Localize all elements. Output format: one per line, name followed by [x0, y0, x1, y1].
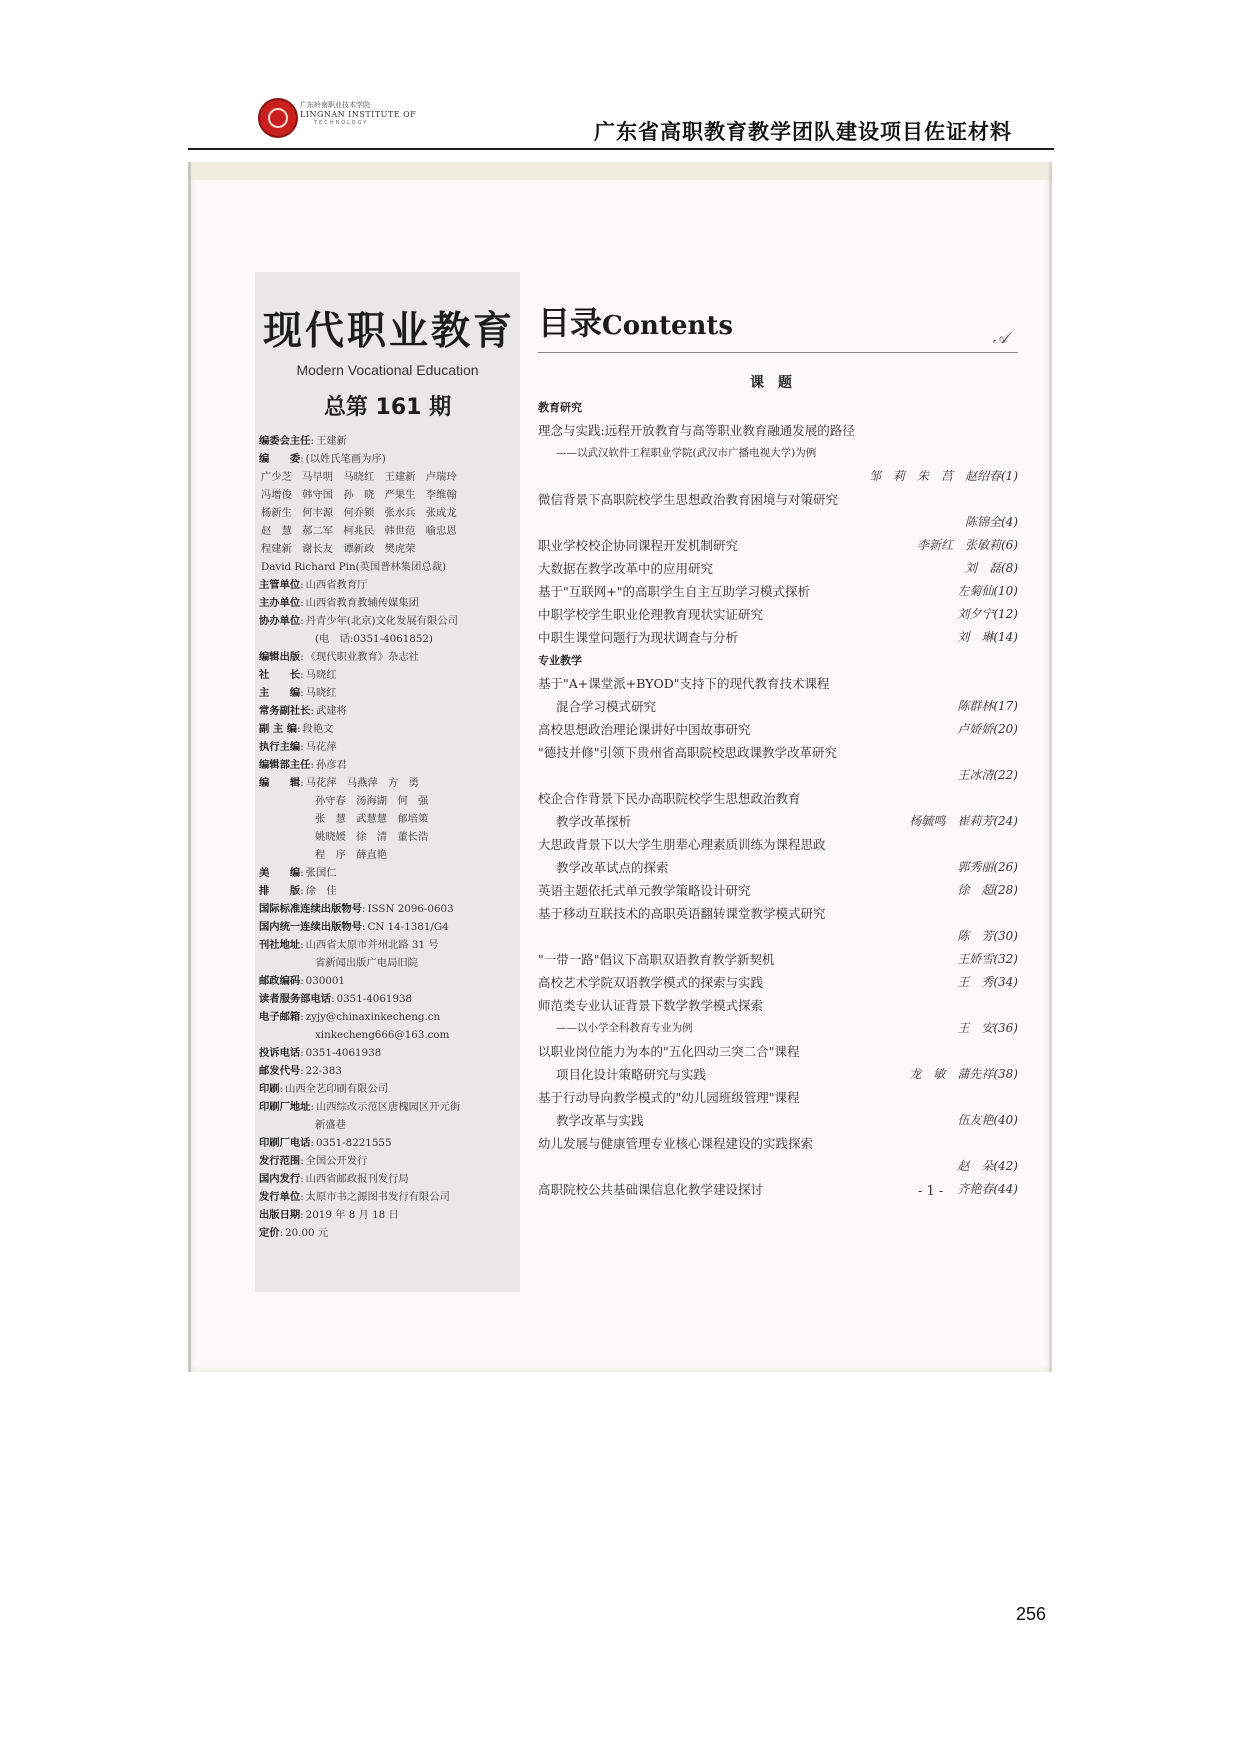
logo-text-en: LINGNAN INSTITUTE OF — [300, 110, 417, 119]
masthead-label: 排 版 — [259, 885, 301, 897]
masthead-colon: : — [300, 1191, 304, 1203]
masthead-label: 编 委 — [259, 453, 301, 465]
toc-entry-title: 理念与实践:远程开放教育与高等职业教育融通发展的路径 — [538, 423, 855, 438]
toc-entry — [538, 925, 1018, 948]
toc-entry — [538, 718, 1018, 741]
masthead-colon: : — [300, 885, 304, 897]
masthead-value: 0351-4061938 — [305, 1047, 382, 1059]
toc-entry-author-page: 王娇雪(32) — [957, 952, 1018, 966]
toc-entry-author-page: 刘 磊(8) — [965, 561, 1018, 575]
masthead-value: 《现代职业教育》杂志社 — [305, 651, 419, 663]
masthead-value: (电 话:0351-4061852) — [315, 633, 433, 645]
toc-entry-title: ——以武汉软件工程职业学院(武汉市广播电视大学)为例 — [556, 447, 817, 459]
toc-entry — [538, 879, 1018, 902]
toc-entry-title: 职业学校校企协同课程开发机制研究 — [538, 538, 739, 553]
toc-entry-author-page: 龙 敏 蒲先祥(38) — [909, 1067, 1018, 1081]
masthead-value: David Richard Pin(英国普林集团总裁) — [261, 561, 447, 573]
masthead-value: 马晓红 — [305, 687, 337, 699]
masthead-colon: : — [300, 867, 304, 879]
toc-entry — [538, 419, 1018, 442]
toc-entry-title: 教学改革试点的探索 — [556, 860, 669, 875]
toc-entry — [538, 1040, 1018, 1063]
toc-entry-title: 基于行动导向教学模式的"幼儿园班级管理"课程 — [538, 1090, 800, 1105]
masthead-value: 山西全艺印刷有限公司 — [285, 1083, 389, 1095]
toc-entry-title: 中职生课堂问题行为现状调查与分析 — [538, 630, 739, 645]
masthead-line — [259, 990, 517, 1008]
masthead-line — [259, 1008, 517, 1026]
masthead-line — [259, 738, 517, 756]
masthead-value: 孙守春 汤海湖 何 强 — [315, 795, 429, 807]
masthead-label: 主管单位 — [259, 579, 301, 591]
scan-left-edge — [188, 162, 191, 1372]
masthead-value: 省新闻出版广电局旧院 — [315, 957, 418, 969]
toc-entry — [538, 787, 1018, 810]
masthead-line — [259, 1206, 517, 1224]
toc-entry — [538, 810, 1018, 833]
masthead-value: 程建新 谢长友 谭新政 樊虎荣 — [261, 543, 416, 555]
toc-entry — [538, 1063, 1018, 1086]
toc-entry-title: 基于移动互联技术的高职英语翻转课堂教学模式研究 — [538, 906, 826, 921]
toc-entry-title: 师范类专业认证背景下数学教学模式探索 — [538, 998, 764, 1013]
masthead-line — [259, 972, 517, 990]
masthead-value: 山西省教育教辅传媒集团 — [305, 597, 419, 609]
toc-entry — [538, 902, 1018, 925]
toc-entry — [538, 1109, 1018, 1132]
logo-text-en2: TECHNOLOGY — [314, 120, 369, 126]
toc-entry-author-page: 陈群林(17) — [957, 699, 1018, 713]
decorative-flourish-icon: 𝒜 — [992, 328, 1008, 347]
institute-logo — [188, 96, 417, 140]
masthead-line — [259, 1152, 517, 1170]
magazine-issue: 总第 161 期 — [323, 395, 452, 420]
masthead-label: 印刷厂电话 — [259, 1137, 311, 1149]
masthead-line — [259, 594, 517, 612]
masthead-value: 22-383 — [305, 1065, 342, 1077]
masthead-label: 协办单位 — [259, 615, 301, 627]
toc-entry-title: 混合学习模式研究 — [556, 699, 657, 714]
masthead-line — [259, 1188, 517, 1206]
masthead-label: 常务副社长 — [259, 705, 311, 717]
masthead-colon: : — [310, 705, 314, 717]
toc-entry-author-page: 李新红 张敏莉(6) — [917, 538, 1018, 552]
masthead-value: 0351-4061938 — [336, 993, 413, 1005]
masthead-value: 张 慧 武慧慧 郁培策 — [315, 813, 429, 825]
masthead-line — [259, 756, 517, 774]
institute-seal-icon — [258, 98, 298, 138]
masthead-label: 国内统一连续出版物号 — [259, 921, 362, 933]
toc-entry-author-page: 郭秀丽(26) — [957, 860, 1018, 874]
toc-entry — [538, 948, 1018, 971]
masthead-colon: : — [300, 615, 304, 627]
toc-entry-author-page: 伍友艳(40) — [957, 1113, 1018, 1127]
masthead-label: 印刷 — [259, 1083, 280, 1095]
toc-entry-title: 幼儿发展与健康管理专业核心课程建设的实践探索 — [538, 1136, 814, 1151]
masthead-value: zyjy@chinaxinkecheng.cn — [305, 1011, 441, 1023]
masthead-label: 出版日期 — [259, 1209, 301, 1221]
toc-entry-author-page: 王冰清(22) — [957, 768, 1018, 782]
masthead-colon: : — [310, 759, 314, 771]
masthead-line — [259, 612, 517, 630]
masthead-label: 读者服务部电话 — [259, 993, 332, 1005]
toc-entry — [538, 534, 1018, 557]
toc-entry — [538, 442, 1018, 465]
scan-top-strip — [190, 162, 1050, 180]
toc-entry-author-page: 杨毓鸣 崔莉芳(24) — [909, 814, 1018, 828]
masthead-colon: : — [310, 1137, 314, 1149]
toc-entry-title: 高校艺术学院双语教学模式的探索与实践 — [538, 975, 764, 990]
masthead-value: 0351-8221555 — [315, 1137, 392, 1149]
toc-entry — [538, 1178, 1018, 1201]
toc-entry-title: 微信背景下高职院校学生思想政治教育困境与对策研究 — [538, 492, 839, 507]
masthead-value: 丹青少年(北京)文化发展有限公司 — [305, 615, 458, 627]
masthead-colon: : — [300, 687, 304, 699]
masthead-line — [259, 918, 517, 936]
masthead-line — [259, 720, 517, 738]
masthead-value: 马花萍 — [305, 741, 337, 753]
toc-entry — [538, 511, 1018, 534]
toc-entry — [538, 603, 1018, 626]
masthead-label: 定价 — [259, 1227, 280, 1239]
masthead-line — [259, 1080, 517, 1098]
toc-entry-author-page: 王 秀(34) — [957, 975, 1018, 989]
toc-entry-title: 以职业岗位能力为本的"五化四动三突二合"课程 — [538, 1044, 800, 1059]
masthead-colon: : — [300, 1047, 304, 1059]
masthead-info — [259, 432, 517, 1242]
masthead-colon: : — [279, 1083, 284, 1095]
magazine-title: 现代职业教育 — [263, 308, 516, 354]
document-header — [188, 96, 1054, 150]
masthead-label: 主办单位 — [259, 597, 301, 609]
masthead-line — [259, 1224, 517, 1242]
masthead-label: 国内发行 — [259, 1173, 301, 1185]
toc-entry — [538, 695, 1018, 718]
toc-entry-title: 大数据在教学改革中的应用研究 — [538, 561, 714, 576]
toc-entry-author-page: 齐艳春(44) — [957, 1182, 1018, 1196]
magazine-title-en: Modern Vocational Education — [296, 362, 479, 378]
toc-entry-author-page: 刘 琳(14) — [957, 630, 1018, 644]
magazine-page-marker: - 1 - — [918, 1184, 944, 1199]
masthead-colon: : — [300, 453, 304, 465]
toc-entry-title: 教育研究 — [538, 401, 582, 414]
masthead-line — [259, 522, 517, 540]
toc-entry-title: ——以小学全科教育专业为例 — [556, 1022, 693, 1034]
masthead-line — [259, 1116, 517, 1134]
masthead-value: 孙彦君 — [315, 759, 347, 771]
toc-entry-title: 英语主题依托式单元教学策略设计研究 — [538, 883, 751, 898]
masthead-value: 王建新 — [315, 435, 347, 447]
toc-entry-title: 高校思想政治理论课讲好中国故事研究 — [538, 722, 751, 737]
toc-entry — [538, 856, 1018, 879]
toc-entry — [538, 1132, 1018, 1155]
masthead-line — [259, 558, 517, 576]
toc-entry-title: 大思政背景下以大学生朋辈心理素质训练为课程思政 — [538, 837, 826, 852]
masthead-line — [259, 504, 517, 522]
masthead-line — [259, 864, 517, 882]
masthead-value: 2019 年 8 月 18 日 — [305, 1209, 399, 1221]
toc-entry — [538, 626, 1018, 649]
masthead-colon: : — [300, 975, 304, 987]
toc-entry — [538, 488, 1018, 511]
masthead-colon: : — [300, 1173, 304, 1185]
toc-entry-author-page: 左菊仙(10) — [957, 584, 1018, 598]
toc-entry-author-page: 陈锦全(4) — [965, 515, 1018, 529]
masthead-line — [259, 450, 517, 468]
toc-entry-author-page: 刘夕宁(12) — [957, 607, 1018, 621]
masthead-line — [259, 486, 517, 504]
toc-section-heading — [538, 396, 1018, 419]
masthead-value: 山西综改示范区唐槐园区开元街 — [315, 1101, 461, 1113]
masthead-label: 编委会主任 — [259, 435, 311, 447]
masthead-value: 赵 慧 郝二军 柯兆民 韩世范 喻忠恩 — [261, 525, 457, 537]
masthead-label: 电子邮箱 — [259, 1011, 301, 1023]
masthead-label: 刊社地址 — [259, 939, 301, 951]
header-title: 广东省高职教育教学团队建设项目佐证材料 — [594, 120, 1012, 144]
toc-entry-author-page: 陈 芳(30) — [957, 929, 1018, 943]
masthead-label: 编 辑 — [259, 777, 301, 789]
toc-entry-author-page: 邹 莉 朱 莒 赵绍春(1) — [869, 469, 1018, 483]
masthead-line — [259, 576, 517, 594]
masthead-value: 全国公开发行 — [305, 1155, 368, 1167]
masthead-value: 马花萍 马燕萍 方 勇 — [305, 777, 419, 789]
masthead-colon: : — [279, 1227, 284, 1239]
masthead-line — [259, 630, 517, 648]
toc-entry-title: 项目化设计策略研究与实践 — [556, 1067, 707, 1082]
masthead-line — [259, 774, 517, 792]
masthead-line — [259, 432, 517, 450]
toc-entry — [538, 1155, 1018, 1178]
toc-entry — [538, 833, 1018, 856]
masthead-value: 马晓红 — [305, 669, 337, 681]
toc-section-heading — [538, 649, 1018, 672]
toc-entry — [538, 465, 1018, 488]
toc-entry-author-page: 赵 朵(42) — [957, 1159, 1018, 1173]
masthead-label: 发行范围 — [259, 1155, 301, 1167]
masthead-value: 武建将 — [315, 705, 347, 717]
masthead-value: 太原市书之源图书发行有限公司 — [305, 1191, 450, 1203]
masthead-panel — [255, 272, 520, 1292]
masthead-value: 徐 佳 — [305, 885, 337, 897]
masthead-label: 国际标准连续出版物号 — [259, 903, 362, 915]
masthead-colon: : — [310, 435, 314, 447]
masthead-colon: : — [300, 669, 304, 681]
masthead-value: (以姓氏笔画为序) — [305, 453, 386, 465]
masthead-line — [259, 1134, 517, 1152]
toc-divider — [538, 352, 1018, 353]
toc-entry-title: 中职学校学生职业伦理教育现状实证研究 — [538, 607, 764, 622]
masthead-line — [259, 1026, 517, 1044]
masthead-line — [259, 936, 517, 954]
toc-entry-author-page: 王 安(36) — [957, 1021, 1018, 1035]
masthead-label: 编辑出版 — [259, 651, 301, 663]
toc-list — [538, 396, 1018, 1201]
masthead-value: 段艳文 — [302, 723, 334, 735]
masthead-line — [259, 648, 517, 666]
masthead-value: 姚晓媛 徐 清 董长浩 — [315, 831, 429, 843]
toc-entry-title: "一带一路"倡议下高职双语教育教学新契机 — [538, 952, 775, 967]
toc-entry — [538, 580, 1018, 603]
masthead-label: 编辑部主任 — [259, 759, 311, 771]
masthead-line — [259, 1062, 517, 1080]
masthead-line — [259, 954, 517, 972]
masthead-label: 发行单位 — [259, 1191, 301, 1203]
toc-entry — [538, 994, 1018, 1017]
scan-right-edge — [1049, 162, 1052, 1372]
masthead-colon: : — [300, 1209, 304, 1221]
toc-entry-title: 基于"A+课堂派+BYOD"支持下的现代教育技术课程 — [538, 676, 830, 691]
toc-heading-cn: 目录 — [538, 304, 603, 342]
toc-entry — [538, 672, 1018, 695]
masthead-colon: : — [300, 1065, 304, 1077]
masthead-label: 邮政编码 — [259, 975, 301, 987]
logo-text-cn: 广东岭南职业技术学院 — [300, 101, 370, 109]
masthead-value: ISSN 2096-0603 — [367, 903, 454, 915]
masthead-label: 社 长 — [259, 669, 301, 681]
masthead-line — [259, 882, 517, 900]
masthead-line — [259, 900, 517, 918]
masthead-value: 山西省教育厅 — [305, 579, 368, 591]
masthead-value: xinkecheng666@163.com — [315, 1029, 450, 1041]
masthead-label: 执行主编 — [259, 741, 301, 753]
masthead-colon: : — [300, 651, 304, 663]
masthead-label: 主 编 — [259, 687, 301, 699]
masthead-colon: : — [297, 723, 301, 735]
masthead-value: 杨新生 何丰源 何乔锁 张水兵 张成龙 — [261, 507, 457, 519]
toc-entry-title: 校企合作背景下民办高职院校学生思想政治教育 — [538, 791, 801, 806]
masthead-value: CN 14-1381/G4 — [367, 921, 449, 933]
masthead-colon: : — [300, 741, 304, 753]
toc-category: 课题 — [750, 375, 806, 391]
page-number: 256 — [1016, 1604, 1047, 1624]
toc-heading — [538, 298, 733, 344]
masthead-value: 冯增俊 韩守国 孙 晓 严果生 李维翰 — [261, 489, 457, 501]
masthead-colon: : — [361, 921, 366, 933]
masthead-label: 印刷厂地址 — [259, 1101, 311, 1113]
masthead-line — [259, 702, 517, 720]
masthead-label: 美 编 — [259, 867, 301, 879]
toc-entry-author-page: 卢娇娇(20) — [957, 722, 1018, 736]
masthead-value: 20.00 元 — [285, 1227, 329, 1239]
masthead-line — [259, 846, 517, 864]
masthead-label: 邮发代号 — [259, 1065, 301, 1077]
scanned-magazine-page — [190, 162, 1050, 1372]
masthead-colon: : — [361, 903, 366, 915]
masthead-value: 新盛巷 — [315, 1119, 346, 1131]
masthead-line — [259, 1098, 517, 1116]
masthead-value: 张国仁 — [305, 867, 337, 879]
toc-entry — [538, 764, 1018, 787]
toc-entry — [538, 1086, 1018, 1109]
masthead-line — [259, 540, 517, 558]
toc-entry-title: 高职院校公共基础课信息化教学建设探讨 — [538, 1182, 764, 1197]
masthead-line — [259, 684, 517, 702]
masthead-colon: : — [300, 777, 304, 789]
toc-entry — [538, 557, 1018, 580]
masthead-colon: : — [300, 597, 304, 609]
toc-heading-en: Contents — [602, 311, 734, 341]
masthead-line — [259, 810, 517, 828]
toc-entry — [538, 971, 1018, 994]
masthead-label: 投诉电话 — [259, 1047, 301, 1059]
masthead-colon: : — [300, 579, 304, 591]
masthead-value: 山西省邮政报刊发行局 — [305, 1173, 409, 1185]
masthead-line — [259, 666, 517, 684]
masthead-value: 程 序 薛直艳 — [315, 849, 388, 861]
masthead-line — [259, 1170, 517, 1188]
masthead-label: 副 主 编 — [259, 723, 298, 735]
masthead-line — [259, 468, 517, 486]
masthead-value: 广少芝 马早明 马晓红 王建新 卢瑞玲 — [261, 471, 457, 483]
masthead-line — [259, 1044, 517, 1062]
masthead-line — [259, 828, 517, 846]
toc-entry-title: 教学改革与实践 — [556, 1113, 644, 1128]
toc-entry — [538, 1017, 1018, 1040]
toc-entry-title: 基于"互联网+"的高职学生自主互助学习模式探析 — [538, 584, 810, 599]
masthead-colon: : — [310, 1101, 314, 1113]
toc-entry-title: 专业教学 — [538, 654, 582, 667]
masthead-colon: : — [331, 993, 335, 1005]
toc-entry-title: 教学改革探析 — [556, 814, 632, 829]
masthead-colon: : — [300, 1155, 304, 1167]
masthead-colon: : — [300, 939, 304, 951]
masthead-value: 030001 — [305, 975, 345, 987]
toc-entry — [538, 741, 1018, 764]
masthead-line — [259, 792, 517, 810]
masthead-colon: : — [300, 1011, 304, 1023]
toc-entry-author-page: 徐 超(28) — [957, 883, 1018, 897]
toc-entry-title: "德技并修"引领下贵州省高职院校思政课教学改革研究 — [538, 745, 838, 760]
masthead-value: 山西省太原市并州北路 31 号 — [305, 939, 439, 951]
